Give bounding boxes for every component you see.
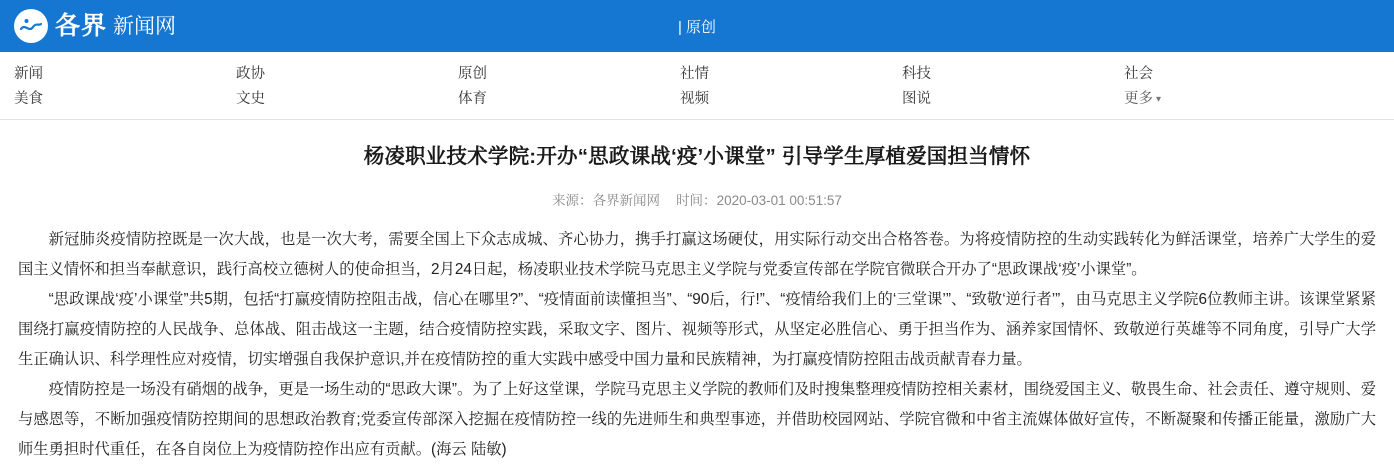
time-value: 2020-03-01 00:51:57: [716, 192, 842, 208]
chevron-down-icon: ▾: [1156, 94, 1162, 105]
nav-row-1: [0, 62, 1394, 87]
nav-item-more-label: 更多: [1124, 91, 1153, 107]
original-channel-link[interactable]: | 原创: [677, 18, 717, 36]
nav-item-sports[interactable]: 体育: [458, 91, 487, 107]
article-paragraph: “思政课战‘疫’小课堂”共5期，包括“打赢疫情防控阻击战，信心在哪里?”、“疫情面前读懂担当”、“90后，行!”、“疫情给我们上的‘三堂课’”、“致敬‘逆行者’”，由马克思主义学院6位教师主讲。该课堂紧紧围绕打赢疫情防控的人民战争、总体战、阻击战这一主题，结合疫情防控实践，采取文字、图片、视频等形式，从坚定必胜信心、勇于担当作为、涵养家国情怀、致敬逆行英雄等不同角度，引导广大学生正确认识、科学理性应对疫情，切实增强自我保护意识,并在疫情防控的重大实践中感受中国力量和民族精神，为打赢疫情防控阻击战贡献青春力量。: [18, 290, 1376, 368]
nav-item-social-conditions[interactable]: 社情: [680, 66, 709, 82]
source-label: 来源：: [552, 192, 593, 208]
article-paragraph: 新冠肺炎疫情防控既是一次大战，也是一次大考，需要全国上下众志成城、齐心协力，携手打赢这场硬仗，用实际行动交出合格答卷。为将疫情防控的生动实践转化为鲜活课堂，培养广大学生的爱国主义情怀和担当奉献意识，践行高校立德树人的使命担当，2月24日起，杨凌职业技术学院马克思主义学院与党委宣传部在学院官微联合开办了“思政课战‘疫’小课堂”。: [18, 230, 1376, 278]
source-value: 各界新闻网: [592, 192, 661, 208]
nav-row-2: [0, 87, 1394, 113]
site-logo-link[interactable]: [0, 0, 176, 52]
nav-item-cppcc[interactable]: 政协: [236, 66, 265, 82]
nav-item-technology[interactable]: 科技: [902, 66, 931, 82]
article-body: [18, 225, 1376, 465]
page-title: 杨凌职业技术学院:开办“思政课战‘疫’小课堂” 引导学生厚植爱国担当情怀: [363, 145, 1031, 168]
site-header: [0, 0, 1394, 52]
article-meta: [18, 189, 1376, 209]
article: [0, 144, 1394, 465]
nav-item-more[interactable]: [1124, 87, 1346, 113]
nav-item-video[interactable]: 视频: [680, 91, 709, 107]
nav-item-culture-history[interactable]: 文史: [236, 91, 265, 107]
brand-subtitle: 新闻网: [113, 14, 177, 38]
wave-circle-logo-icon: [14, 9, 48, 43]
nav-item-original[interactable]: 原创: [458, 66, 487, 82]
header-center-label: [0, 11, 1394, 40]
nav-item-news[interactable]: 新闻: [14, 66, 43, 82]
time-label: 时间：: [676, 192, 717, 208]
article-paragraph: 疫情防控是一场没有硝烟的战争，更是一场生动的“思政大课”。为了上好这堂课，学院马克思主义学院的教师们及时搜集整理疫情防控相关素材，围绕爱国主义、敬畏生命、社会责任、遵守规则、爱与感恩等，不断加强疫情防控期间的思想政治教育;党委宣传部深入挖掘在疫情防控一线的先进师生和典型事迹，并借助校园网站、学院官微和中省主流媒体做好宣传，不断凝聚和传播正能量，激励广大师生勇担时代重任，在各自岗位上为疫情防控作出应有贡献。(海云 陆敏): [18, 380, 1376, 458]
nav-item-food[interactable]: 美食: [14, 91, 43, 107]
nav-item-picture-story[interactable]: 图说: [902, 91, 931, 107]
nav-item-society[interactable]: 社会: [1124, 66, 1153, 82]
main-navigation: [0, 52, 1394, 120]
brand-name: 各界: [55, 11, 108, 40]
